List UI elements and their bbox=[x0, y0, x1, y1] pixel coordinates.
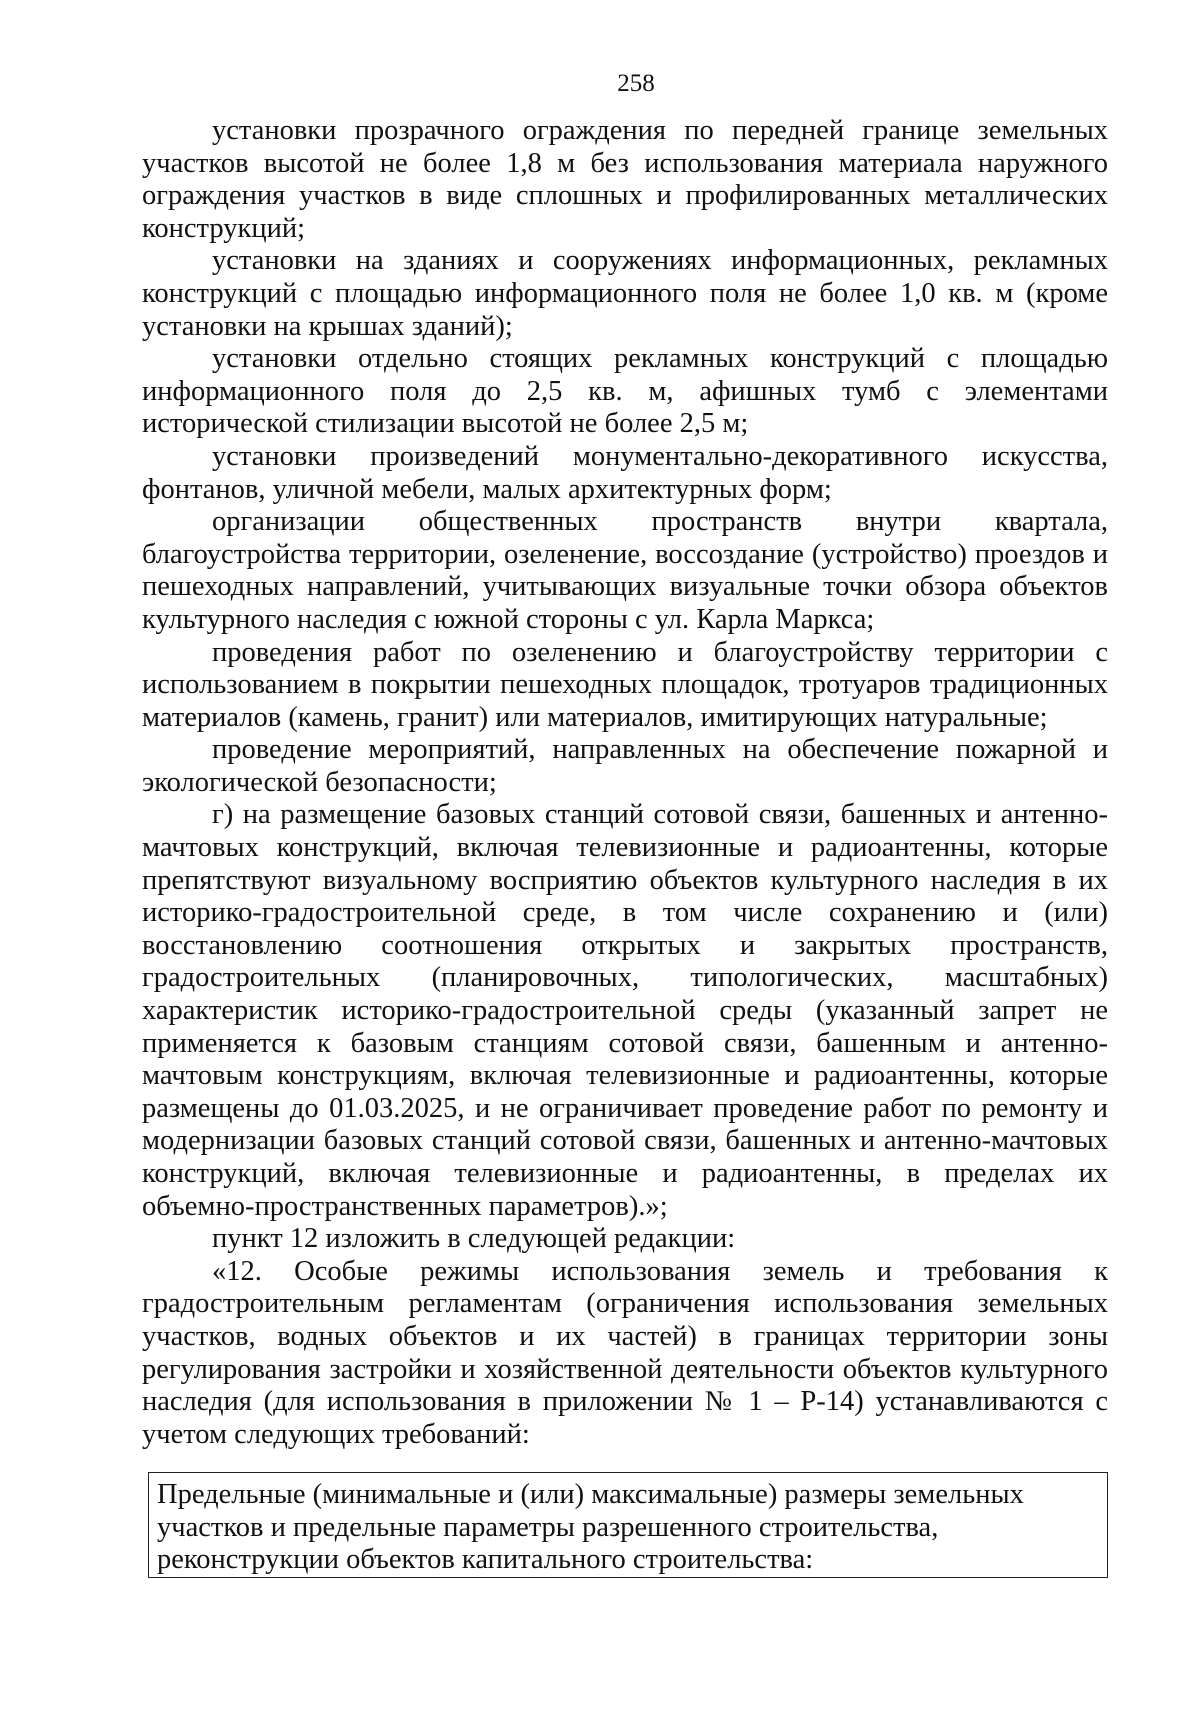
paragraph-base-stations: г) на размещение базовых станций сотовой связи, башенных и антенно-мачтовых конструкций, включая телевизионные и радиоантенны, которые препятствуют визуальному восприятию объектов культурного наследия в их историко-градостроительной среде, в том числе сохранению и (или) восстановлению соотношения открытых и закрытых пространств, градостроительных (планировочных, типологических, масштабных) характеристик историко-градостроительной среды (указанный запрет не применяется к базовым станциям сотовой связи, башенным и антенно-мачтовым конструкциям, включая телевизионные и радиоантенны, которые размещены до 01.03.2025, и не ограничивает проведение работ по ремонту и модернизации базовых станций сотовой связи, башенных и антенно-мачтовых конструкций, включая телевизионные и радиоантенны, в пределах их объемно-пространственных параметров).»; bbox=[142, 799, 1108, 1222]
page-number: 258 bbox=[617, 70, 655, 97]
paragraph-point-12: «12. Особые режимы использования земель и требования к градостроительным регламентам (ограничения использования земельных участков, водных объектов и их частей) в границах территории зоны регулирования застройки и хозяйственной деятельности объектов культурного наследия (для использования в приложении № 1 – Р-14) устанавливаются с учетом следующих требований: bbox=[142, 1255, 1108, 1450]
paragraph-landscaping: проведения работ по озеленению и благоустройству территории с использованием в покрытии пешеходных площадок, тротуаров традиционных материалов (камень, гранит) или материалов, имитирующих натуральные; bbox=[142, 636, 1108, 733]
paragraph-art-works: установки произведений монументально-декоративного искусства, фонтанов, уличной мебели, малых архитектурных форм; bbox=[142, 440, 1108, 505]
table-header-cell bbox=[148, 1472, 1108, 1578]
paragraph-point-12-intro: пункт 12 изложить в следующей редакции: bbox=[212, 1223, 736, 1255]
paragraph-safety: проведение мероприятий, направленных на обеспечение пожарной и экологической безопасности; bbox=[142, 734, 1108, 798]
paragraph-standalone-ads: установки отдельно стоящих рекламных конструкций с площадью информационного поля до 2,5 кв. м, афишных тумб с элементами исторической стилизации высотой не более 2,5 м; bbox=[142, 343, 1108, 440]
table-header-text: Предельные (минимальные и (или) максимальные) размеры земельных участков и предельные параметры разрешенного строительства, реконструкции объектов капитального строительства: bbox=[157, 1479, 1024, 1576]
paragraph-public-spaces: организации общественных пространств внутри квартала, благоустройства территории, озеленение, воссоздание (устройство) проездов и пешеходных направлений, учитывающих визуальные точки обзора объектов культурного наследия с южной стороны с ул. Карла Маркса; bbox=[142, 506, 1108, 635]
document-body bbox=[142, 115, 1108, 1451]
paragraph-fence: установки прозрачного ограждения по передней границе земельных участков высотой не более 1,8 м без использования материала наружного ограждения участков в виде сплошных и профилированных металлических конструкций; bbox=[142, 115, 1108, 244]
paragraph-ad-structures: установки на зданиях и сооружениях информационных, рекламных конструкций с площадью информационного поля не более 1,0 кв. м (кроме установки на крышах зданий); bbox=[142, 245, 1108, 342]
